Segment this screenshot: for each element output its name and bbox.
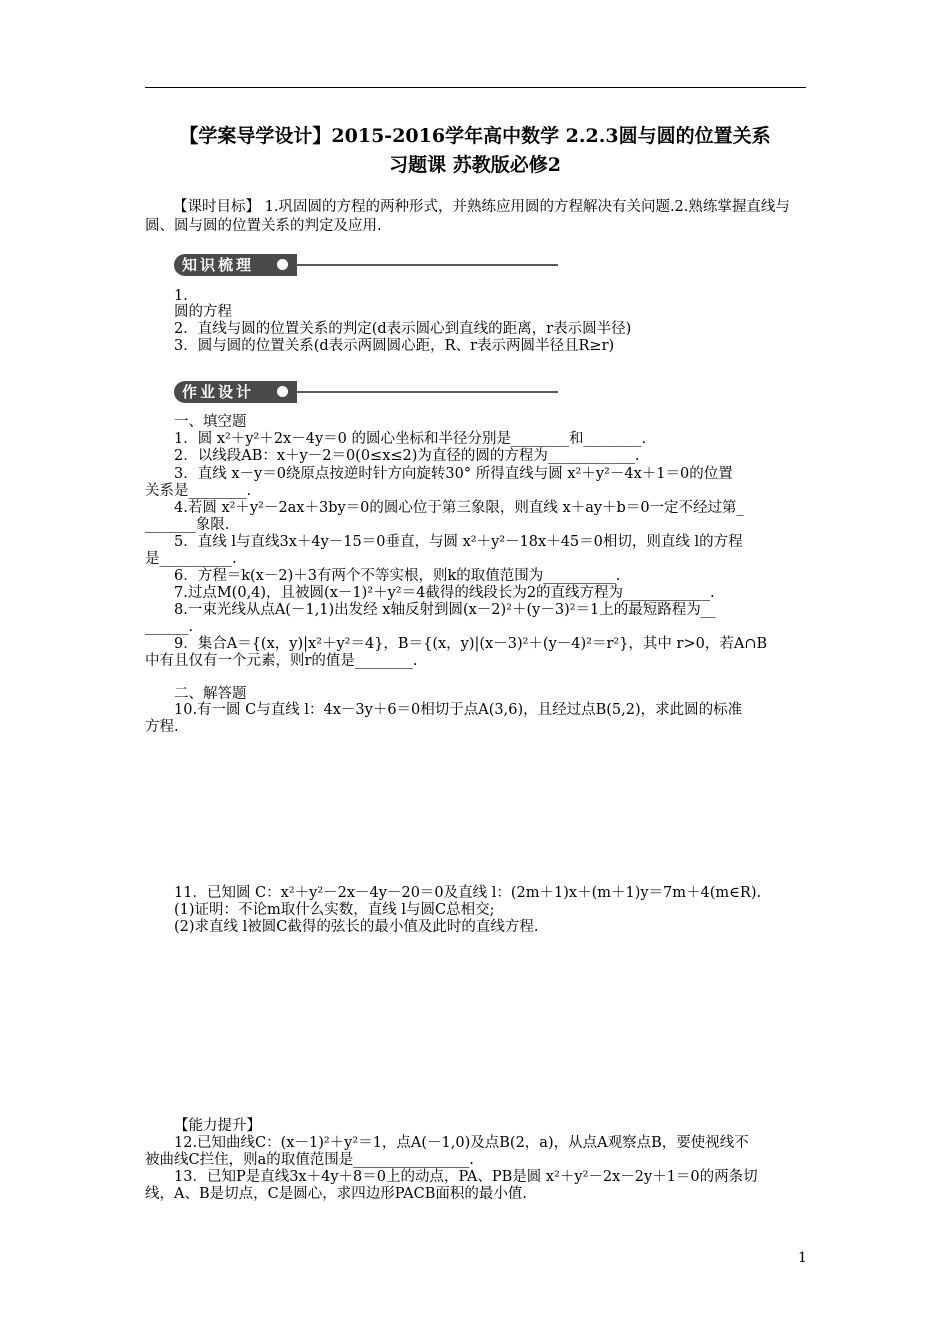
- question-line: (2)求直线 l被圆C截得的弦长的最小值及此时的直线方程.: [174, 919, 539, 935]
- section-label: 作业设计: [182, 383, 255, 401]
- fill-heading: 一、填空题: [174, 414, 247, 430]
- ability-heading: 【能力提升】: [174, 1118, 261, 1134]
- section-badge: [174, 381, 297, 403]
- top-rule: [145, 87, 806, 88]
- question-line: 被曲线C拦住，则a的取值范围是________________.: [145, 1152, 474, 1168]
- question-line: 5．直线 l与直线3x＋4y－15＝0垂直，与圆 x²＋y²－18x＋45＝0相切，则直线 l的方程: [174, 534, 743, 550]
- dot-icon: [277, 259, 288, 270]
- page-number: 1: [798, 1250, 807, 1266]
- document-title-line1: 【学案导学设计】2015-2016学年高中数学 2.2.3圆与圆的位置关系: [179, 125, 771, 147]
- question-line: 关系是________.: [145, 483, 252, 499]
- question-line: 中有且仅有一个元素，则r的值是________.: [145, 653, 418, 669]
- question-line: 10.有一圆 C与直线 l：4x－3y＋6＝0相切于点A(3,6)，且经过点B(5,2)，求此圆的标准: [174, 702, 743, 718]
- question-line: 是__________.: [145, 551, 237, 567]
- question-line: _______象限.: [145, 517, 230, 533]
- question-line: 7.过点M(0,4)，且被圆(x－1)²＋y²＝4截得的线段长为2的直线方程为____________.: [174, 585, 715, 601]
- question-line: 6．方程＝k(x－2)＋3有两个不等实根，则k的取值范围为__________.: [174, 568, 621, 584]
- question-line: 13．已知P是直线3x＋4y＋8＝0上的动点，PA、PB是圆 x²＋y²－2x－2y＋1＝0的两条切: [174, 1169, 758, 1185]
- question-line: 方程.: [145, 719, 179, 735]
- question-line: 1．圆 x²＋y²＋2x－4y＝0 的圆心坐标和半径分别是________和________.: [174, 431, 647, 447]
- question-line: 11．已知圆 C：x²＋y²－2x－4y－20＝0及直线 l：(2m＋1)x＋(m＋1)y＝7m＋4(m∈R).: [174, 885, 762, 901]
- question-line: 线，A、B是切点，C是圆心，求四边形PACB面积的最小值.: [145, 1186, 527, 1202]
- question-line: ______.: [145, 619, 194, 635]
- knowledge-item: 3．圆与圆的位置关系(d表示两圆圆心距，R、r表示两圆半径且R≥r): [174, 338, 615, 354]
- section-rule: [296, 391, 558, 393]
- solve-heading: 二、解答题: [174, 686, 247, 702]
- section-label: 知识梳理: [182, 256, 255, 274]
- knowledge-item: 圆的方程: [174, 304, 232, 320]
- lesson-objective: 【课时目标】 1.巩固圆的方程的两种形式，并熟练应用圆的方程解决有关问题.2.熟练掌握直线与圆、圆与圆的位置关系的判定及应用.: [145, 199, 790, 234]
- knowledge-item: 1.: [174, 288, 188, 304]
- section-badge: [174, 254, 297, 276]
- document-title-line2: 习题课 苏教版必修2: [389, 154, 561, 176]
- question-line: 2．以线段AB：x＋y－2＝0(0≤x≤2)为直径的圆的方程为____________.: [174, 448, 640, 464]
- question-line: 12.已知曲线C：(x－1)²＋y²＝1，点A(－1,0)及点B(2，a)，从点A观察点B，要使视线不: [174, 1135, 749, 1151]
- section-rule: [296, 264, 558, 266]
- question-line: 3．直线 x－y＝0绕原点按逆时针方向旋转30° 所得直线与圆 x²＋y²－4x＋1＝0的位置: [174, 466, 733, 482]
- question-line: 8.一束光线从点A(－1,1)出发经 x轴反射到圆(x－2)²＋(y－3)²＝1上的最短路程为__: [174, 602, 716, 618]
- question-line: 9．集合A＝{(x，y)|x²＋y²＝4}，B＝{(x，y)|(x－3)²＋(y－4)²＝r²}，其中 r>0，若A∩B: [174, 636, 768, 652]
- question-line: 4.若圆 x²＋y²－2ax＋3by＝0的圆心位于第三象限，则直线 x＋ay＋b＝0一定不经过第_: [174, 500, 744, 516]
- dot-icon: [277, 386, 288, 397]
- knowledge-item: 2．直线与圆的位置关系的判定(d表示圆心到直线的距离，r表示圆半径): [174, 321, 632, 337]
- question-line: (1)证明：不论m取什么实数，直线 l与圆C总相交;: [174, 902, 495, 918]
